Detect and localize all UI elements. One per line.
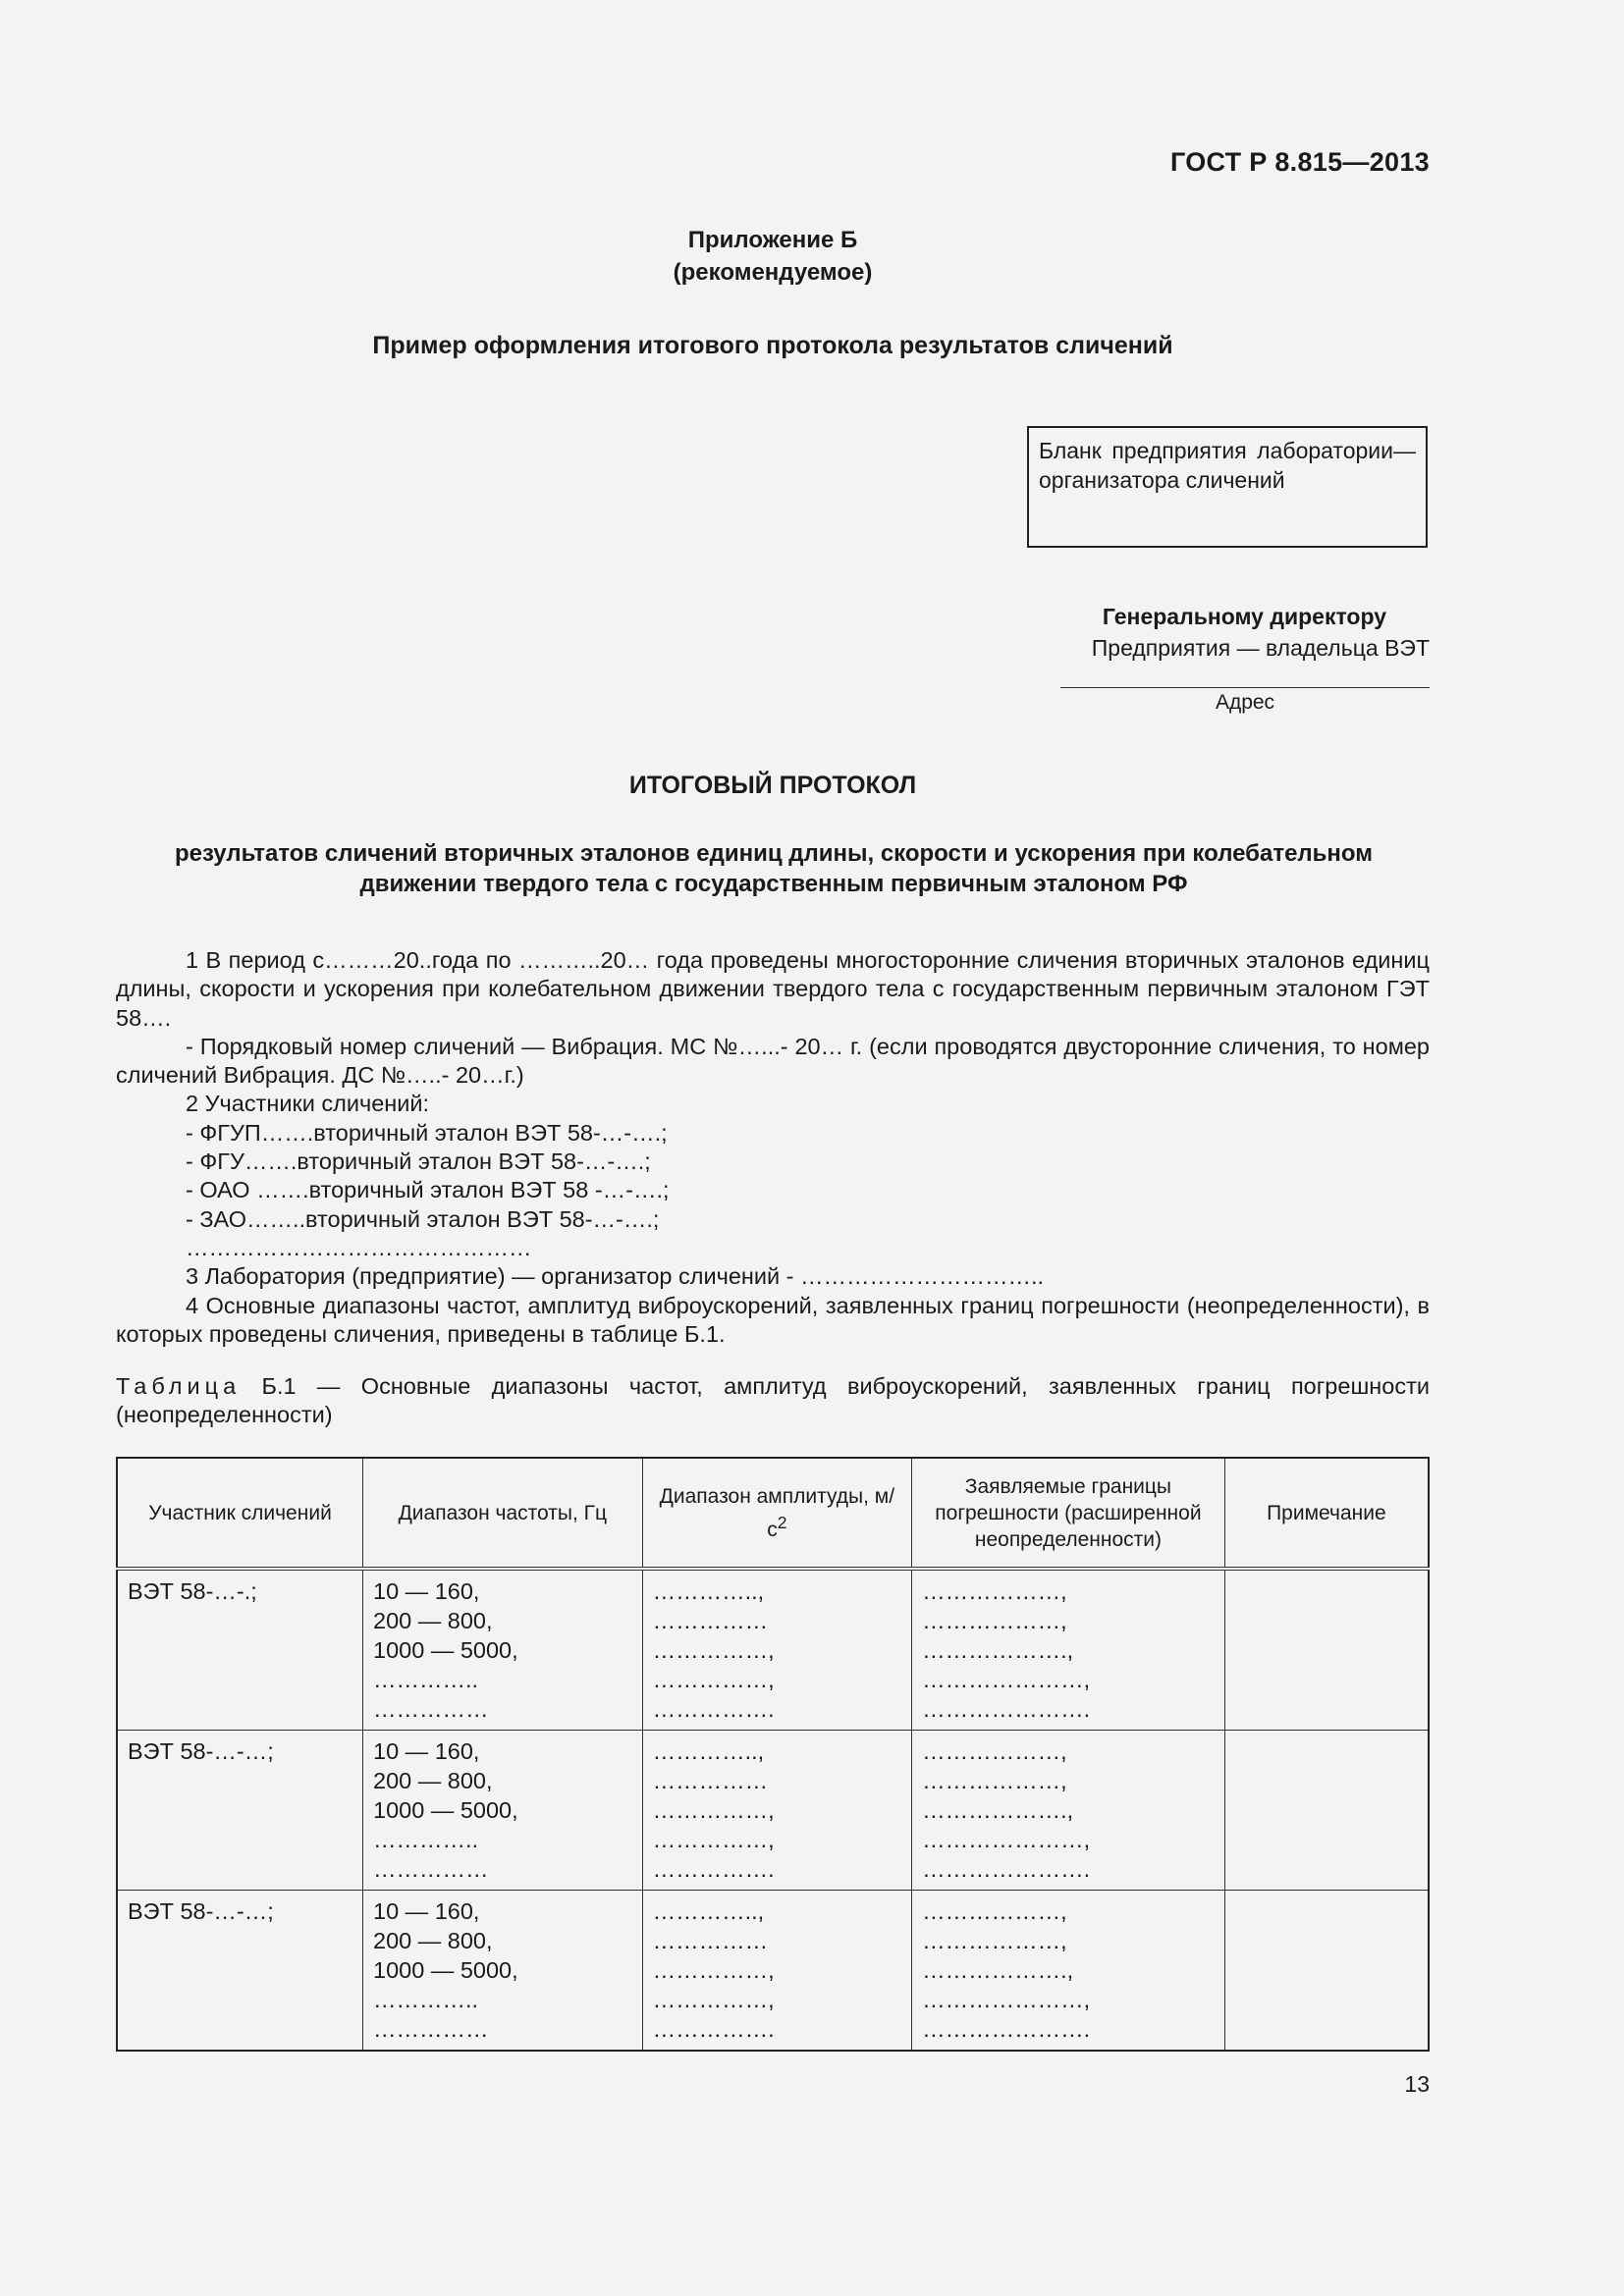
header-note: Примечание — [1224, 1458, 1429, 1569]
appendix-subtitle: (рекомендуемое) — [673, 259, 873, 286]
cell-amplitude: ………….., …………… ……………, ……………, ……………. — [642, 1569, 912, 1731]
participant-item: - ЗАО……..вторичный эталон ВЭТ 58-…-….; — [186, 1205, 660, 1232]
cell-frequency: 10 — 160, 200 — 800, 1000 — 5000, ………….. …………… — [363, 1891, 643, 2052]
protocol-title: ИТОГОВЫЙ ПРОТОКОЛ — [628, 772, 917, 799]
cell-note — [1224, 1731, 1429, 1891]
cell-error-bounds: ………………, ………………, ………………., …………………, …………………. — [912, 1891, 1225, 2052]
table-row — [117, 1731, 1429, 1891]
cell-amplitude: ………….., …………… ……………, ……………, ……………. — [642, 1731, 912, 1891]
participant-item: - ОАО …….вторичный эталон ВЭТ 58 -…-….; — [186, 1177, 670, 1203]
main-title: Пример оформления итогового протокола результатов сличений — [372, 332, 1173, 359]
ranges-table — [116, 1457, 1430, 2052]
participant-item: - ФГУ…….вторичный эталон ВЭТ 58-…-….; — [186, 1148, 651, 1175]
header-error-bounds: Заявляемые границы погрешности (расширенной неопределенности) — [912, 1458, 1225, 1569]
cell-error-bounds: ………………, ………………, ………………., …………………, …………………. — [912, 1569, 1225, 1731]
table-header-row — [117, 1458, 1429, 1569]
header-amplitude: Диапазон амплитуды, $м/с^2$ — [642, 1458, 912, 1569]
paragraph-number: - Порядковый номер сличений — Вибрация. МС №…...- 20… г. (если проводятся двусторонние сличения, то номер сличений Вибрация. ДС №…..- 20…г.) — [116, 1033, 1430, 1089]
cell-note — [1224, 1569, 1429, 1731]
table-caption-label: Таблица — [116, 1373, 242, 1399]
cell-participant: ВЭТ 58-…-…; — [117, 1731, 363, 1891]
letterhead-box: Бланк предприятия лаборатории—организатора сличений — [1027, 426, 1428, 548]
cell-note — [1224, 1891, 1429, 2052]
paragraph-organizer: 3 Лаборатория (предприятие) — организатор сличений - ………………………….. — [186, 1263, 1045, 1290]
header-participant: Участник сличений — [117, 1458, 363, 1569]
cell-participant: ВЭТ 58-…-…; — [117, 1891, 363, 2052]
table-caption — [116, 1372, 1430, 1430]
standard-code: ГОСТ Р 8.815—2013 — [1169, 147, 1430, 177]
protocol-body — [116, 946, 1430, 1349]
paragraph-participants-heading: 2 Участники сличений: — [186, 1091, 430, 1117]
cell-frequency: 10 — 160, 200 — 800, 1000 — 5000, ………….. …………… — [363, 1731, 643, 1891]
table-row — [117, 1569, 1429, 1731]
page-number: 13 — [1404, 2071, 1430, 2097]
appendix-title: Приложение Б — [687, 227, 858, 253]
recipient-title: Генеральному директору — [1102, 604, 1386, 629]
cell-participant: ВЭТ 58-…-.; — [117, 1569, 363, 1731]
appendix-heading — [0, 224, 1545, 289]
table-row — [117, 1891, 1429, 2052]
cell-amplitude: ………….., …………… ……………, ……………, ……………. — [642, 1891, 912, 2052]
address-label: Адрес — [1215, 691, 1275, 714]
table-caption-text: Б.1 — Основные диапазоны частот, амплитуд виброускорений, заявленных границ погрешности (неопределенности) — [116, 1373, 1430, 1428]
protocol-subtitle: результатов сличений вторичных эталонов единиц длины, скорости и ускорения при колебательном движении твердого тела с государственным первичным эталоном РФ — [174, 840, 1374, 897]
recipient-block — [1092, 601, 1430, 664]
participant-item: ……………………………………… — [186, 1234, 532, 1260]
address-line — [1060, 687, 1430, 688]
cell-error-bounds: ………………, ………………, ………………., …………………, …………………. — [912, 1731, 1225, 1891]
paragraph-ranges: 4 Основные диапазоны частот, амплитуд виброускорений, заявленных границ погрешности (неопределенности), в которых проведены сличения, приведены в таблице Б.1. — [116, 1292, 1430, 1347]
cell-frequency: 10 — 160, 200 — 800, 1000 — 5000, ………….. …………… — [363, 1569, 643, 1731]
participant-item: - ФГУП…….вторичный эталон ВЭТ 58-…-….; — [186, 1119, 668, 1146]
paragraph-period: 1 В период с………20..года по ………..20… года проведены многосторонние сличения вторичных эталонов единиц длины, скорости и ускорения при колебательном движении твердого тела с государственным первичным эталоном ГЭТ 58…. — [116, 947, 1430, 1031]
recipient-org: Предприятия — владельца ВЭТ — [1091, 635, 1430, 661]
header-frequency: Диапазон частоты, Гц — [363, 1458, 643, 1569]
